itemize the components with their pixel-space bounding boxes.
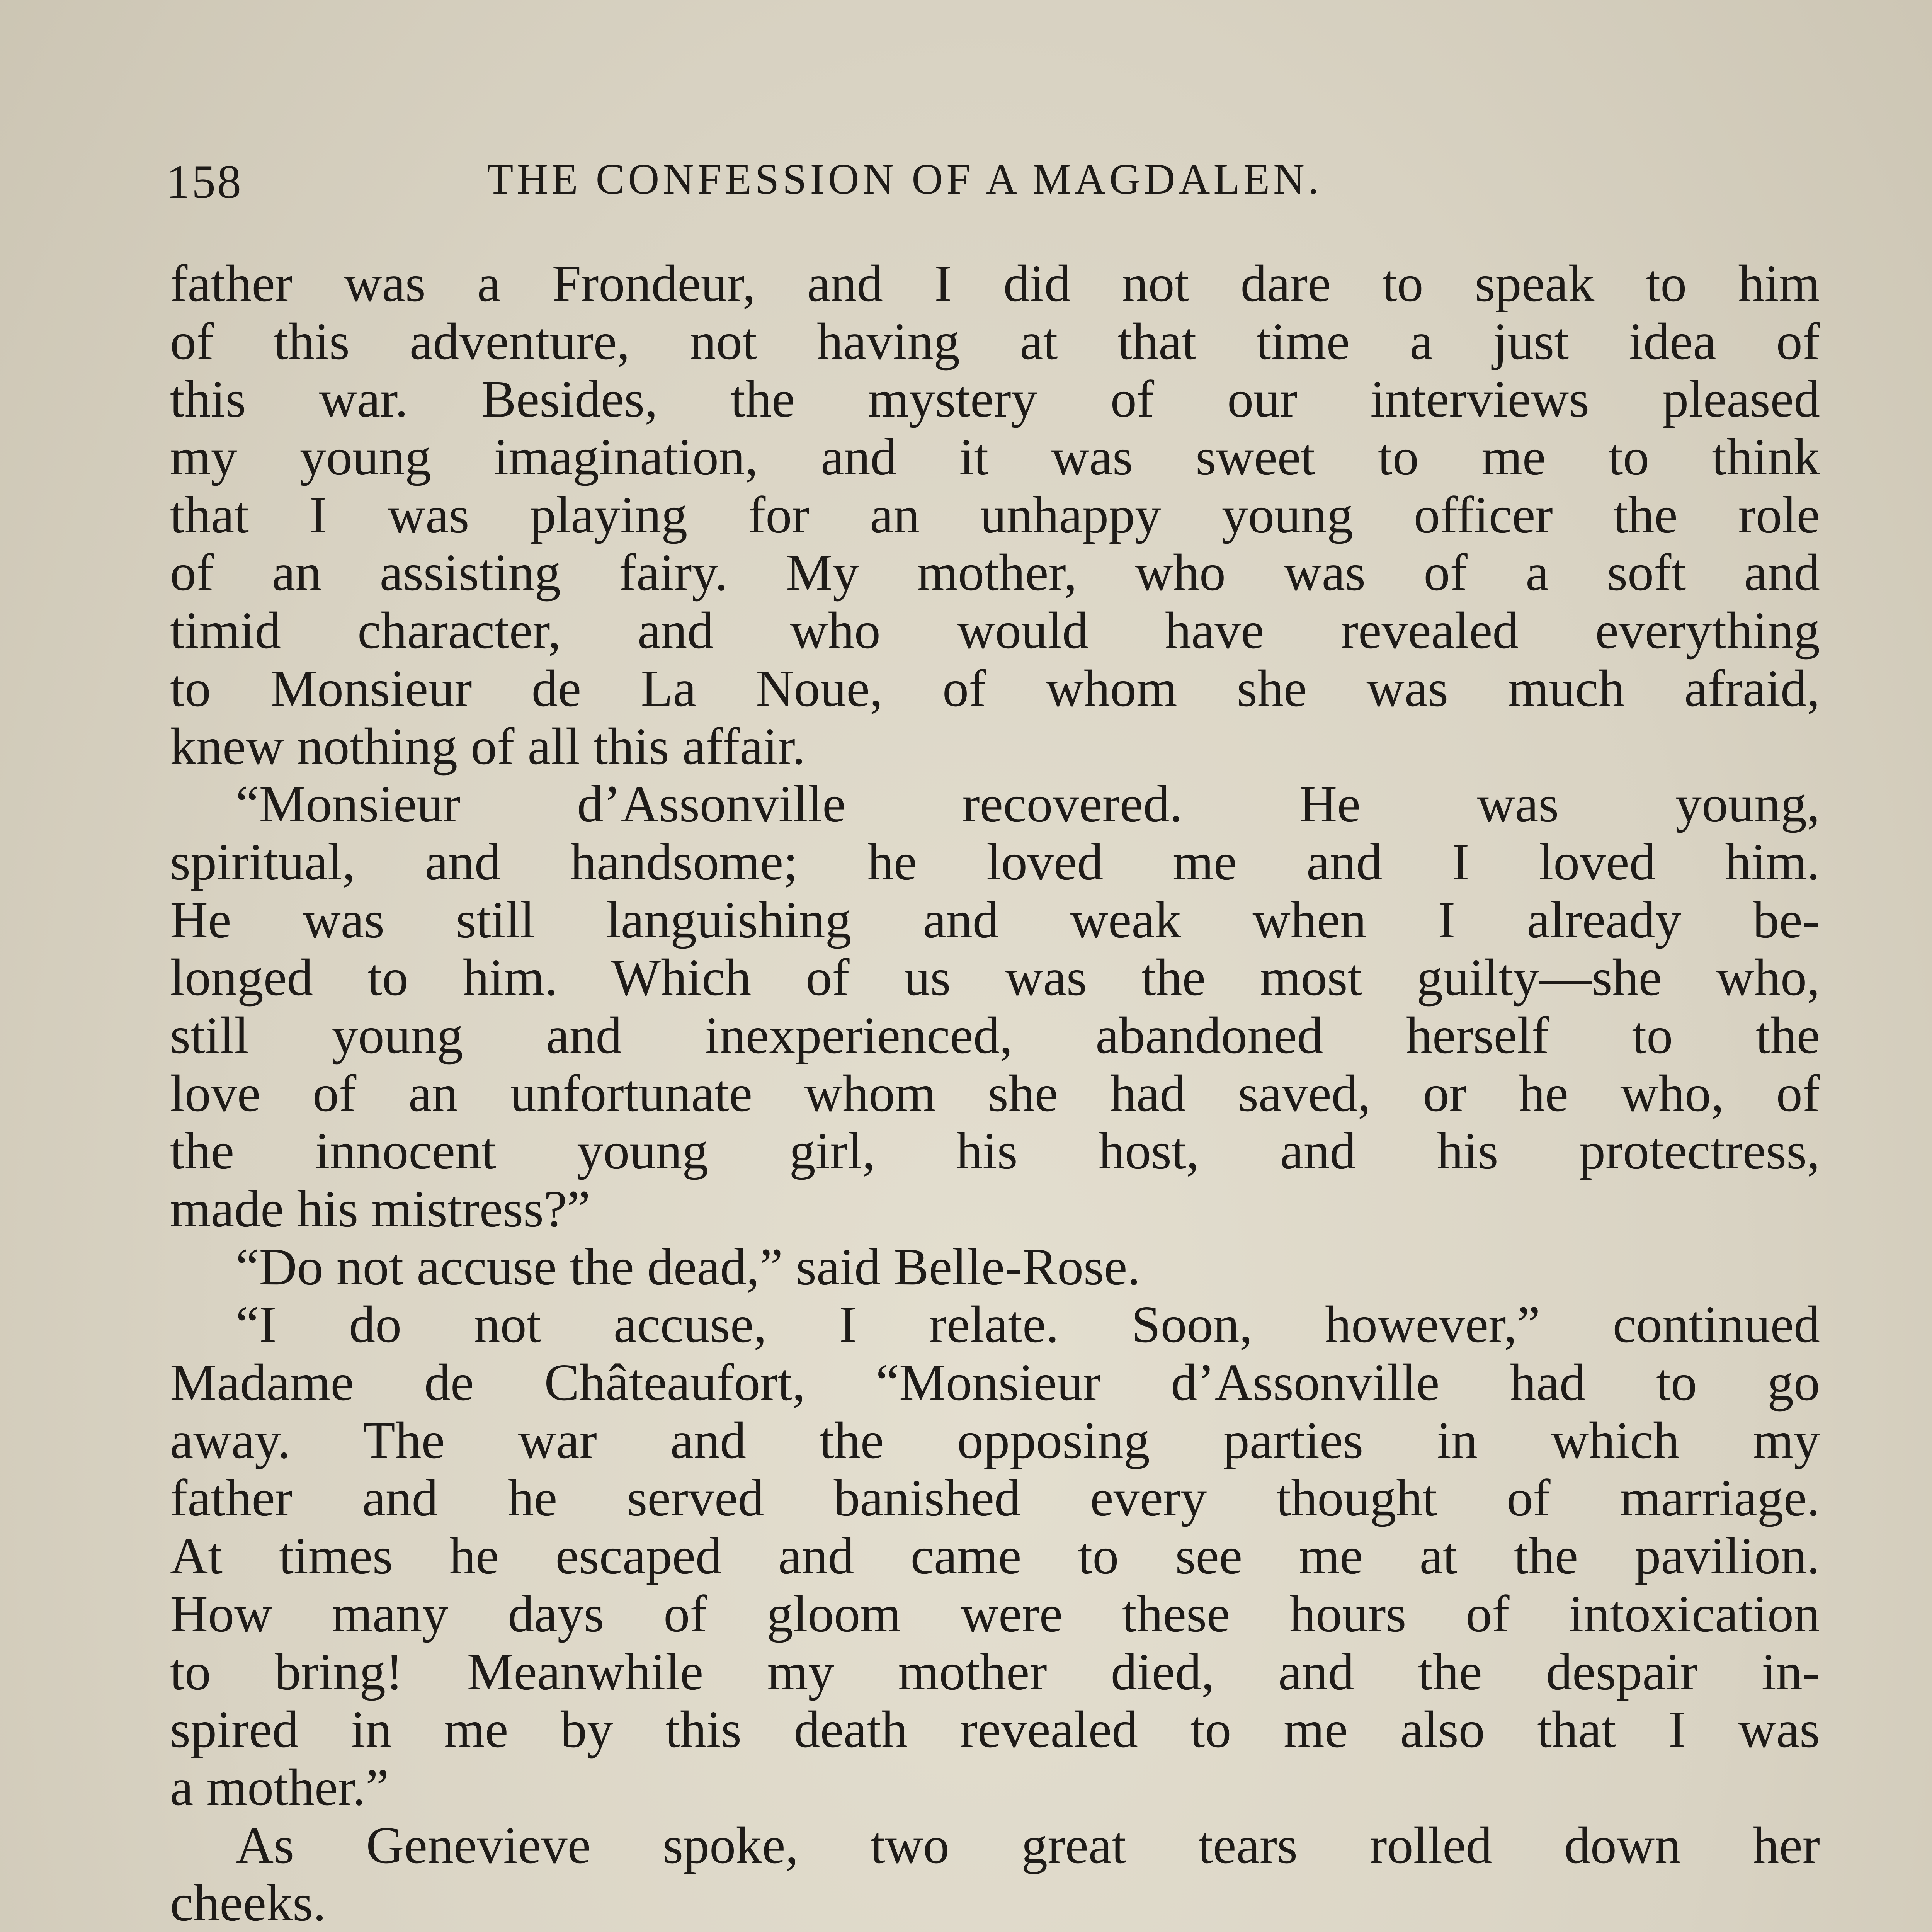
text-line: that I was playing for an unhappy young officer the role xyxy=(170,486,1820,544)
text-line: of an assisting fairy. My mother, who was of a soft and xyxy=(170,544,1820,602)
text-line: cheeks. xyxy=(170,1874,327,1932)
text-line: “Do not accuse the dead,” said Belle-Rose. xyxy=(236,1238,1141,1296)
text-line: spiritual, and handsome; he loved me and I loved him. xyxy=(170,833,1820,891)
text-line: my young imagination, and it was sweet to me to think xyxy=(170,428,1820,486)
text-line: How many days of gloom were these hours of intoxication xyxy=(170,1585,1820,1643)
text-line: Madame de Châteaufort, “Monsieur d’Assonville had to go xyxy=(170,1354,1820,1412)
text-line: the innocent young girl, his host, and his protectress, xyxy=(170,1122,1820,1180)
text-line: timid character, and who would have revealed everything xyxy=(170,602,1820,660)
text-line: a mother.” xyxy=(170,1758,389,1816)
page-header xyxy=(166,155,1816,232)
text-line: to Monsieur de La Noue, of whom she was much afraid, xyxy=(170,659,1820,718)
text-line: father and he served banished every thought of marriage. xyxy=(170,1469,1820,1527)
text-line: to bring! Meanwhile my mother died, and the despair in- xyxy=(170,1643,1820,1701)
text-line: still young and inexperienced, abandoned herself to the xyxy=(170,1006,1820,1065)
text-line: He was still languishing and weak when I already be- xyxy=(170,891,1820,949)
text-line: made his mistress?” xyxy=(170,1180,590,1238)
text-line: away. The war and the opposing parties in which my xyxy=(170,1411,1820,1469)
text-line: As Genevieve spoke, two great tears rolled down her xyxy=(236,1816,1820,1874)
text-line: father was a Frondeur, and I did not dare to speak to him xyxy=(170,255,1820,313)
text-line: knew nothing of all this affair. xyxy=(170,717,806,776)
running-title: THE CONFESSION OF A MAGDALEN. xyxy=(487,155,1323,203)
text-line: of this adventure, not having at that time a just idea of xyxy=(170,312,1820,371)
page-number: 158 xyxy=(166,155,243,208)
text-line: At times he escaped and came to see me at the pavilion. xyxy=(170,1527,1820,1585)
text-line: longed to him. Which of us was the most guilty—she who, xyxy=(170,949,1820,1007)
text-line: this war. Besides, the mystery of our interviews pleased xyxy=(170,370,1820,429)
text-line: “Monsieur d’Assonville recovered. He was young, xyxy=(236,775,1820,833)
body-text xyxy=(170,255,1820,1932)
text-line: spired in me by this death revealed to me also that I was xyxy=(170,1701,1820,1759)
text-line: love of an unfortunate whom she had saved, or he who, of xyxy=(170,1064,1820,1122)
text-line: “I do not accuse, I relate. Soon, however,” continued xyxy=(236,1296,1820,1354)
